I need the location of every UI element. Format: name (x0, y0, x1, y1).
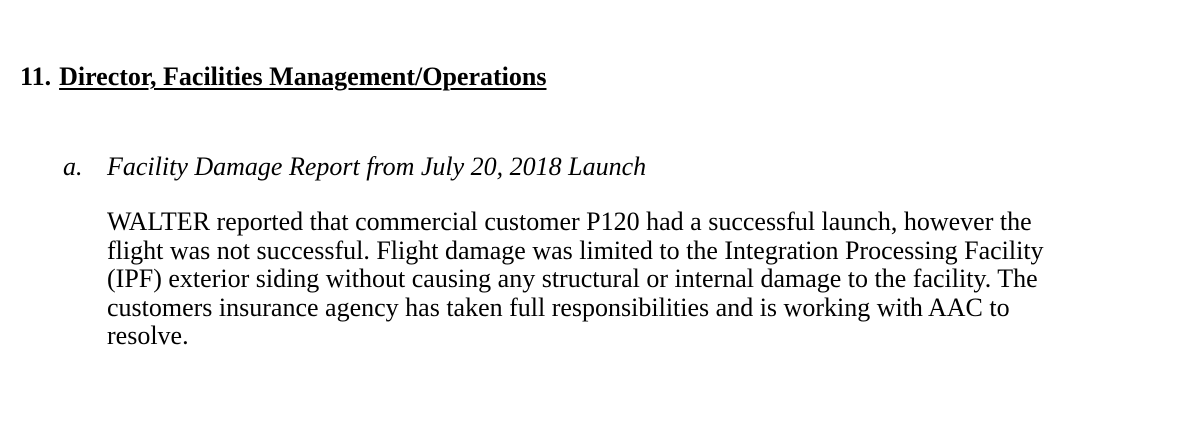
subsection-letter: a. (63, 152, 83, 181)
section-heading (20, 62, 546, 92)
paragraph-line: flight was not successful. Flight damage was limited to the Integration Processing Facility (107, 235, 1044, 265)
subsection-title: Facility Damage Report from July 20, 2018 Launch (107, 152, 647, 181)
body-paragraph (107, 208, 1167, 351)
paragraph-line: WALTER reported that commercial customer P120 had a successful launch, however the (107, 207, 1032, 236)
paragraph-line: customers insurance agency has taken full responsibilities and is working with AAC to (107, 292, 1010, 322)
section-title: Director, Facilities Management/Operations (59, 62, 547, 91)
paragraph-line: resolve. (107, 321, 189, 351)
paragraph-line: (IPF) exterior siding without causing any structural or internal damage to the facility. The (107, 264, 1038, 294)
section-number: 11. (20, 62, 52, 91)
subsection-heading (63, 152, 646, 182)
